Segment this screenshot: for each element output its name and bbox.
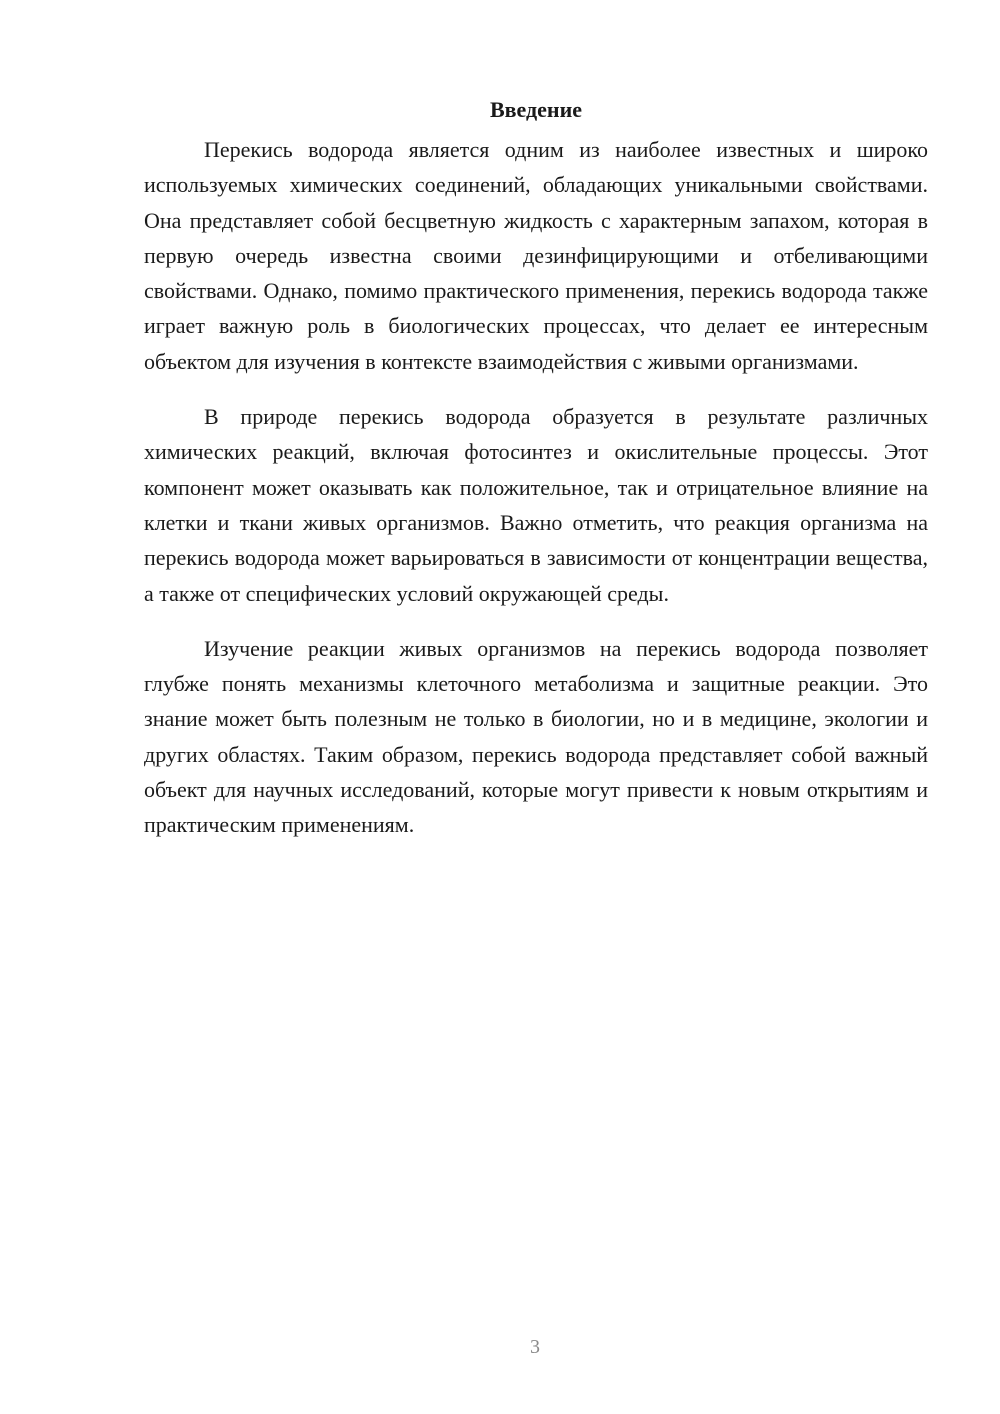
paragraph-3: Изучение реакции живых организмов на перекись водорода позволяет глубже понять механизмы клеточного метаболизма и защитные реакции. Это знание может быть полезным не только в биологии, но и в медицине, экологии и других областях. Таким образом, перекись водорода представляет собой важный объект для научных исследований, которые могут привести к новым открытиям и практическим применениям. — [144, 635, 928, 838]
paragraph-1: Перекись водорода является одним из наиболее известных и широко используемых химических соединений, обладающих уникальными свойствами. Она представляет собой бесцветную жидкость с характерным запахом, которая в первую очередь известна своими дезинфицирующими и отбеливающими свойствами. Однако, помимо практического применения, перекись водорода также играет важную роль в биологических процессах, что делает ее интересным объектом для изучения в контексте взаимодействия с живыми организмами. — [144, 137, 928, 374]
paragraph-2: В природе перекись водорода образуется в результате различных химических реакций, включая фотосинтез и окислительные процессы. Этот компонент может оказывать как положительное, так и отрицательное влияние на клетки и ткани живых организмов. Важно отметить, что реакция организма на перекись водорода может варьироваться в зависимости от концентрации вещества, а также от специфических условий окружающей среды. — [144, 404, 928, 606]
section-heading: Введение — [489, 97, 583, 122]
page-number: 3 — [530, 1336, 540, 1358]
page-content — [144, 92, 928, 863]
